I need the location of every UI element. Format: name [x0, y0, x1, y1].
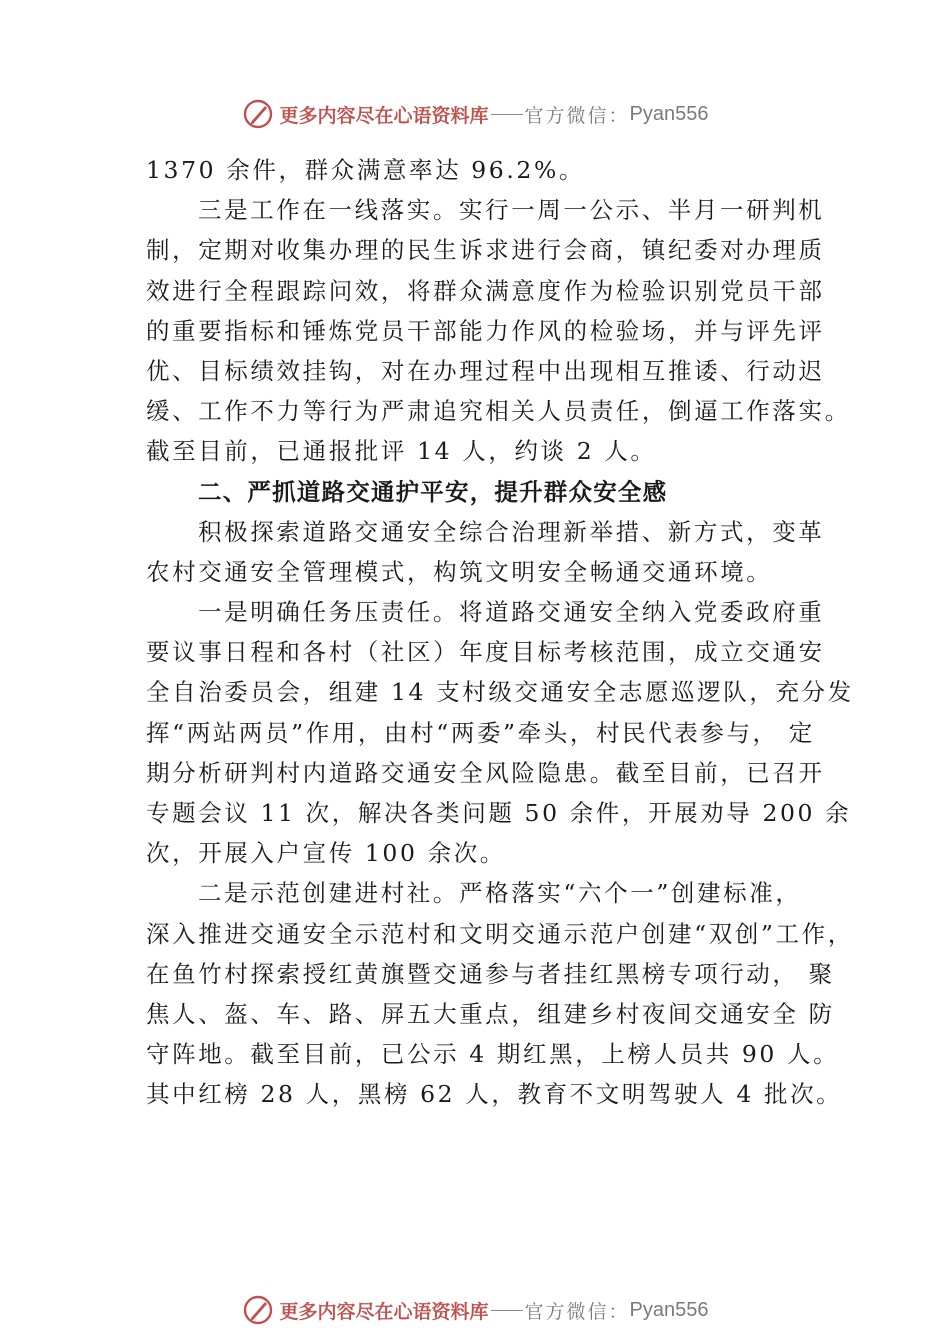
banner-wechat-id: Pyan556 [629, 102, 709, 125]
text-line: 积极探索道路交通安全综合治理新举措、新方式，变革 [198, 517, 825, 546]
text-line: 效进行全程跟踪问效，将群众满意度作为检验识别党员干部 [146, 276, 825, 305]
banner-right-text: 官方微信： [524, 1300, 630, 1323]
text-line: 次，开展入户宣传 100 余次。 [146, 839, 506, 868]
text-line: 三是工作在一线落实。实行一周一公示、半月一研判机 [198, 196, 825, 225]
text-line: 的重要指标和锤炼党员干部能力作风的检验场，并与评先评 [146, 316, 825, 345]
banner-right-text: 官方微信： [524, 104, 630, 127]
text-line: 深入推进交通安全示范村和文明交通示范户创建“双创”工作， [146, 919, 854, 948]
banner-left-text: 更多内容尽在心语资料库 [279, 104, 489, 127]
text-line: 制，定期对收集办理的民生诉求进行会商，镇纪委对办理质 [146, 236, 825, 265]
text-line: 守阵地。截至目前，已公示 4 期红黑，上榜人员共 90 人。 [146, 1040, 840, 1069]
banner-divider [491, 114, 523, 115]
text-line: 期分析研判村内道路交通安全风险隐患。截至目前，已召开 [146, 758, 825, 787]
quill-logo-icon [242, 98, 274, 130]
text-line: 在鱼竹村探索授红黄旗暨交通参与者挂红黑榜专项行动， 聚 [146, 959, 835, 988]
banner-left-text: 更多内容尽在心语资料库 [279, 1300, 489, 1323]
document-body [146, 150, 854, 1115]
text-line: 截至目前，已通报批评 14 人，约谈 2 人。 [146, 437, 657, 466]
text-line: 1370 余件，群众满意率达 96.2%。 [146, 156, 585, 184]
footer-banner [0, 1290, 950, 1330]
banner-wechat-id: Pyan556 [629, 1298, 709, 1321]
text-line: 优、目标绩效挂钩，对在办理过程中出现相互推诿、行动迟 [146, 356, 825, 385]
text-line: 挥“两站两员”作用，由村“两委”牵头，村民代表参与， 定 [146, 718, 815, 747]
text-line: 农村交通安全管理模式，构筑文明安全畅通交通环境。 [146, 557, 773, 586]
text-line: 一是明确任务压责任。将道路交通安全纳入党委政府重 [198, 598, 825, 627]
header-banner [0, 94, 950, 134]
text-line: 全自治委员会，组建 14 支村级交通安全志愿巡逻队，充分发 [146, 678, 854, 707]
text-line: 专题会议 11 次，解决各类问题 50 余件，开展劝导 200 余 [146, 799, 852, 827]
text-line: 焦人、盔、车、路、屏五大重点，组建乡村夜间交通安全 防 [146, 999, 835, 1028]
text-line: 要议事日程和各村（社区）年度目标考核范围，成立交通安 [146, 638, 825, 667]
quill-logo-icon [242, 1294, 274, 1326]
text-line: 其中红榜 28 人，黑榜 62 人，教育不文明驾驶人 4 批次。 [146, 1080, 843, 1109]
banner-divider [491, 1310, 523, 1311]
section-heading: 二、严抓道路交通护平安，提升群众安全感 [198, 477, 668, 506]
text-line: 二是示范创建进村社。严格落实“六个一”创建标准， [198, 879, 802, 908]
text-line: 缓、工作不力等行为严肃追究相关人员责任，倒逼工作落实。 [146, 397, 851, 426]
